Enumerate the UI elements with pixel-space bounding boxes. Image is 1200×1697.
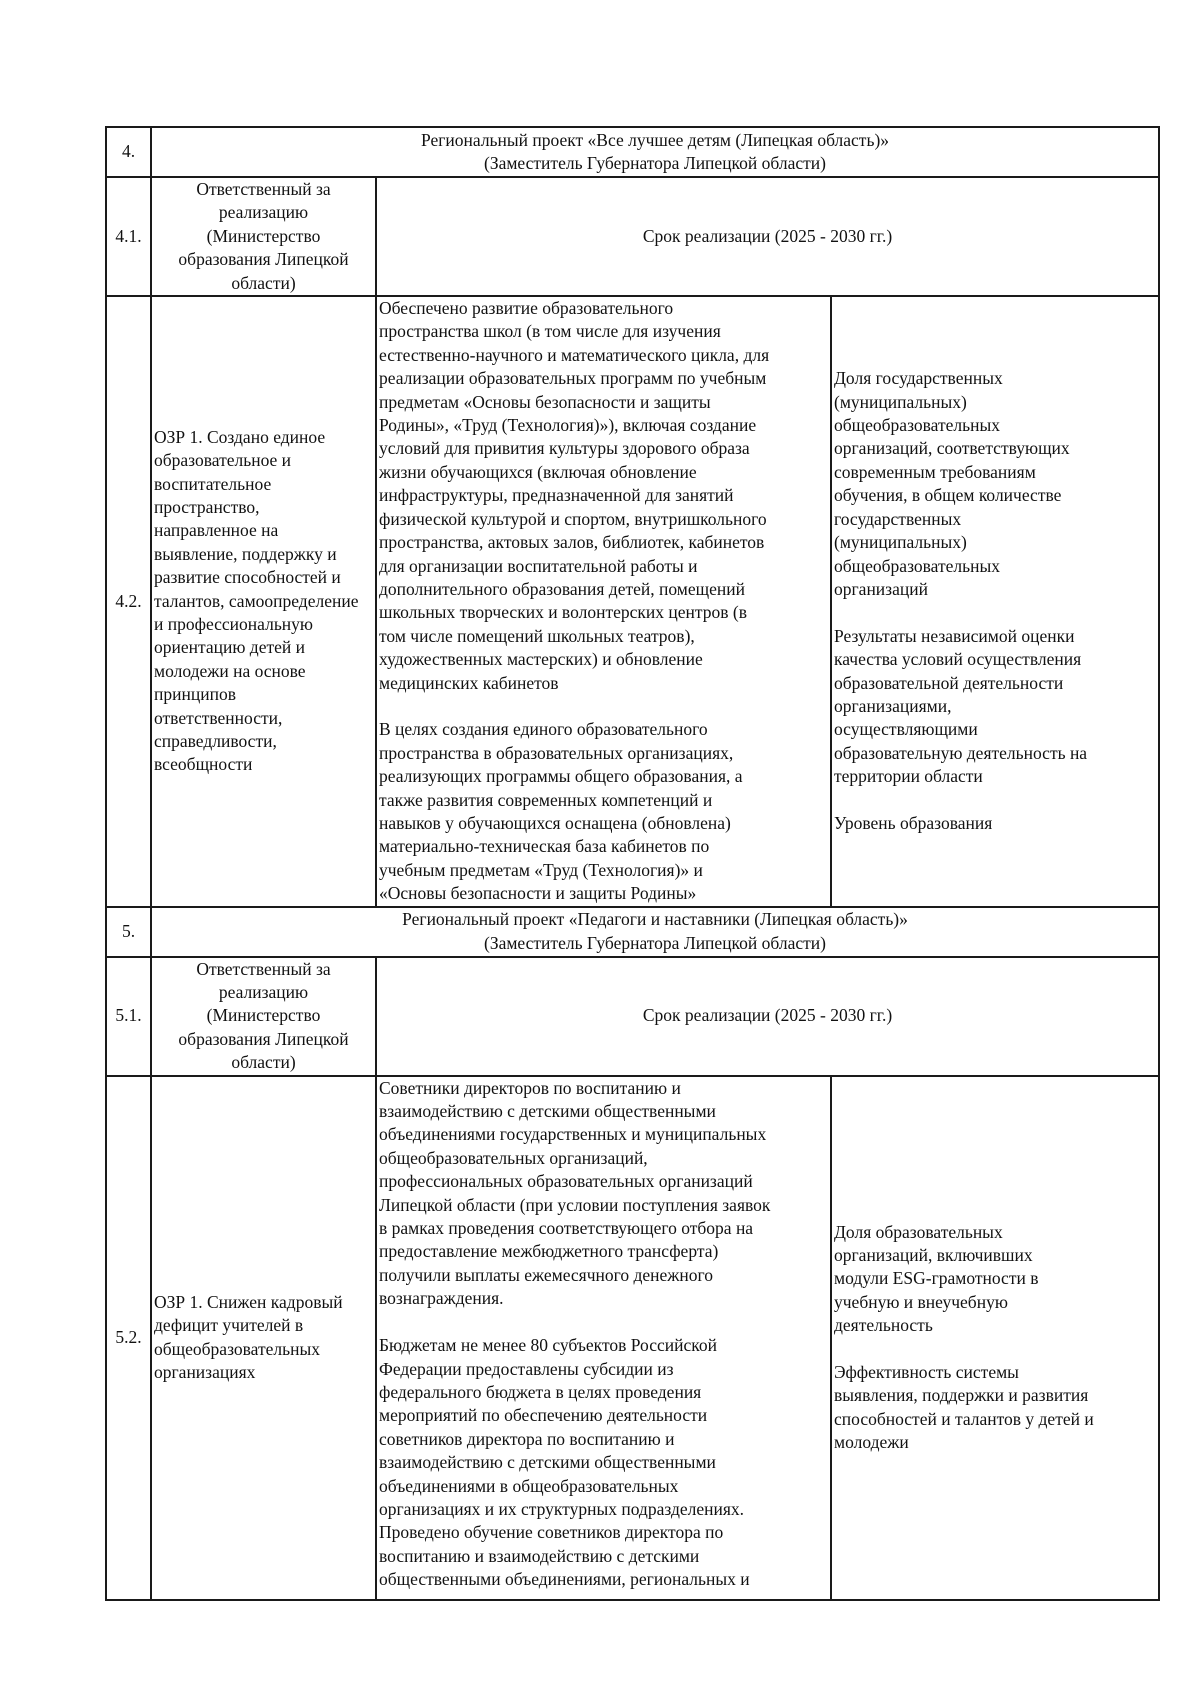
goal-text: ОЗР 1. Создано единое образовательное и воспитательное пространство, направленное на выявление, поддержку и развитие способностей и талантов, самоопределение и профессиональную ориентацию детей и молодежи на основе принципов ответственности, справедливости, всеобщности <box>154 426 359 775</box>
row-number: 5.2. <box>106 1076 151 1600</box>
section-number: 5. <box>106 907 151 957</box>
results-cell <box>376 1076 831 1600</box>
row-5-2 <box>106 1076 1159 1600</box>
section-5-header-row <box>106 907 1159 957</box>
goal-cell <box>151 1076 376 1600</box>
project-curator: (Заместитель Губернатора Липецкой области) <box>484 153 826 173</box>
responsible-cell <box>151 177 376 296</box>
program-table <box>105 126 1160 1601</box>
results-cell <box>376 296 831 907</box>
results-text: Советники директоров по воспитанию и взаимодействию с детскими общественными объединениями государственных и муниципальных общеобразовательных организаций, профессиональных образовательных организаций Липецкой области (при условии поступления заявок в рамках проведения соответствующего отбора на предоставление межбюджетного трансферта) получили выплаты ежемесячного денежного вознаграждения. Бюджетам не менее 80 субъектов Российской Федерации предоставлены субсидии из федерального бюджета в целях проведения мероприятий по обеспечению деятельности советников директора по воспитанию и взаимодействию с детскими общественными объединениями в общеобразовательных организациях и их структурных подразделениях. Проведено обучение советников директора по воспитанию и взаимодействию с детскими общественными объединениями, региональных и <box>379 1077 771 1590</box>
indicators-text: Доля образовательных организаций, включивших модули ESG-грамотности в учебную и внеучебную деятельность Эффективность системы выявления, поддержки и развития способностей и талантов у детей и молодежи <box>834 1221 1094 1453</box>
responsible-cell <box>151 957 376 1076</box>
project-curator: (Заместитель Губернатора Липецкой области) <box>484 932 826 953</box>
row-number: 5.1. <box>106 957 151 1076</box>
row-4-1 <box>106 177 1159 296</box>
project-title-cell <box>151 127 1159 177</box>
indicators-text: Доля государственных (муниципальных) общеобразовательных организаций, соответствующих современным требованиям обучения, в общем количестве государственных (муниципальных) общеобразовательных организаций Результаты независимой оценки качества условий осуществления образовательной деятельности организациями, осуществляющими образовательную деятельность на территории области Уровень образования <box>834 368 1088 833</box>
goal-text: ОЗР 1. Снижен кадровый дефицит учителей в общеобразовательных организациях <box>154 1291 343 1383</box>
project-title-cell <box>151 907 1159 957</box>
indicators-cell <box>831 296 1159 907</box>
section-4-header-row <box>106 127 1159 177</box>
project-title: Региональный проект «Все лучшее детям (Липецкая область)» <box>420 129 890 150</box>
period-cell: Срок реализации (2025 - 2030 гг.) <box>376 177 1159 296</box>
results-text: Обеспечено развитие образовательного пространства школ (в том числе для изучения естественно-научного и математического цикла, для реализации образовательных программ по учебным предметам «Основы безопасности и защиты Родины», «Труд (Технология)»), включая создание условий для привития культуры здорового образа жизни обучающихся (включая обновление инфраструктуры, предназначенной для занятий физической культурой и спортом, внутришкольного пространства, актовых залов, библиотек, кабинетов для организации воспитательной работы и дополнительного образования детей, помещений школьных творческих и волонтерских центров (в том числе помещений школьных театров), художественных мастерских) и обновление медицинских кабинетов В целях создания единого образовательного пространства в образовательных организациях, реализующих программы общего образования, а также развития современных компетенций и навыков у обучающихся оснащена (обновлена) материально-техническая база кабинетов по учебным предметам «Труд (Технология)» и «Основы безопасности и защиты Родины» <box>379 298 770 904</box>
row-number: 4.1. <box>106 177 151 296</box>
goal-cell <box>151 296 376 907</box>
responsible-text: Ответственный за реализацию (Министерство образования Липецкой области) <box>178 958 349 1073</box>
section-number: 4. <box>106 127 151 177</box>
row-number: 4.2. <box>106 296 151 907</box>
project-title: Региональный проект «Педагоги и наставники (Липецкая область)» <box>402 909 908 930</box>
row-4-2 <box>106 296 1159 907</box>
period-cell: Срок реализации (2025 - 2030 гг.) <box>376 957 1159 1076</box>
row-5-1 <box>106 957 1159 1076</box>
responsible-text: Ответственный за реализацию (Министерство образования Липецкой области) <box>178 179 349 293</box>
indicators-cell <box>831 1076 1159 1600</box>
